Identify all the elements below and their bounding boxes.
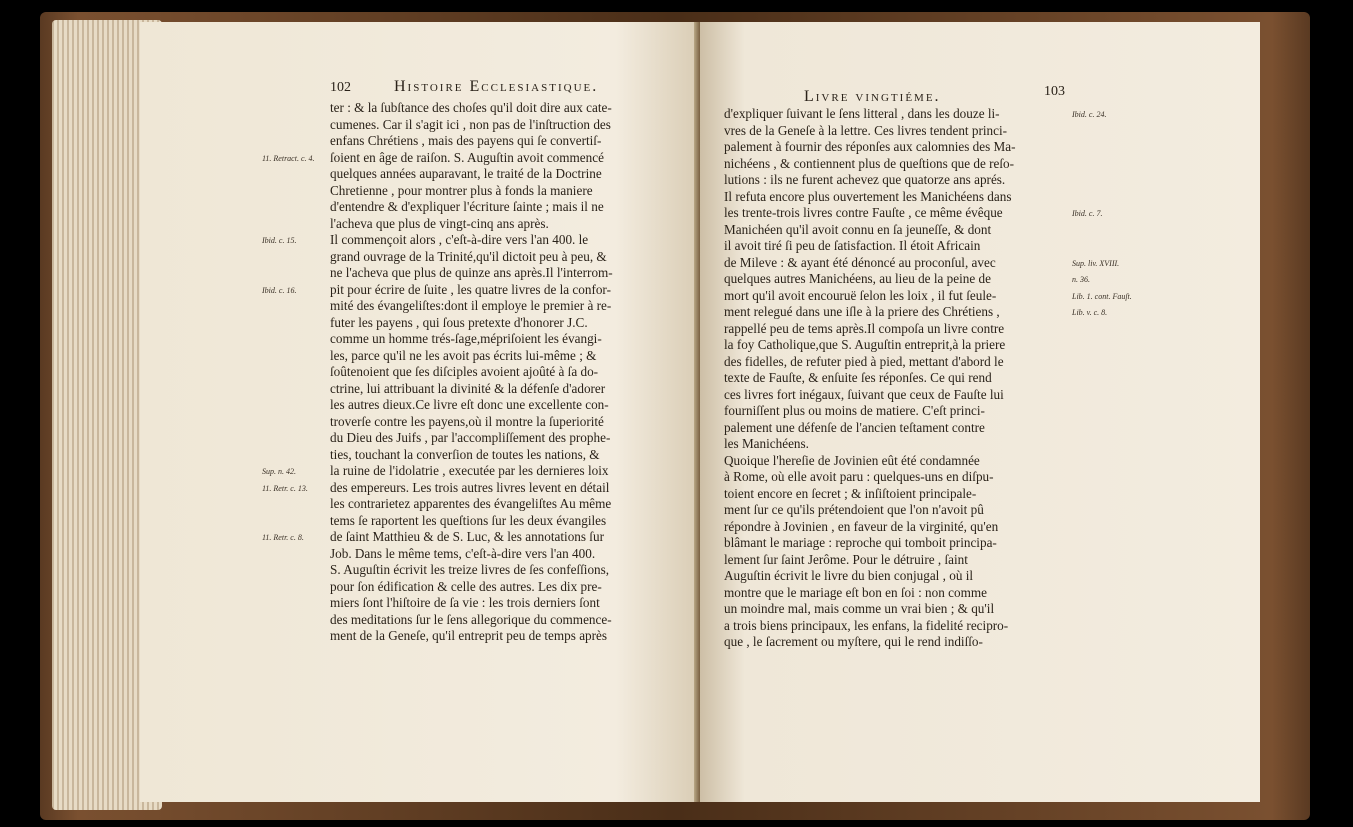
- text-line: ment relegué dans une iſle à la priere des Chrétiens ,: [724, 304, 1000, 319]
- margin-note: Ibid. c. 7.: [1072, 209, 1103, 218]
- left-page: [140, 22, 700, 802]
- text-line: les autres dieux.Ce livre eſt donc une excellente con-: [330, 397, 609, 412]
- text-line: montre que le mariage eſt bon en ſoi : non comme: [724, 584, 987, 600]
- text-line: Manichéen qu'il avoit connu en ſa jeuneſſe, & dont: [724, 221, 992, 237]
- text-line: Chretienne , pour montrer plus à fonds la maniere: [330, 182, 593, 198]
- text-line: les trente-trois livres contre Fauſte , ce même évêque: [724, 205, 1003, 220]
- left-page-number: 102: [330, 80, 351, 95]
- text-line: cumenes. Car il s'agit ici , non pas de l'inſtruction des: [330, 116, 611, 132]
- text-line: blâmant le mariage : reproche qui tomboit principa-: [724, 535, 997, 550]
- margin-note: 11. Retr. c. 8.: [262, 533, 304, 542]
- text-line: quelques autres Manichéens, au lieu de la peine de: [724, 271, 991, 286]
- text-line: palement une défenſe de l'ancien teſtament contre: [724, 419, 985, 435]
- text-line: de ſaint Matthieu & de S. Luc, & les annotations ſur: [330, 529, 604, 544]
- text-line: à Rome, où elle avoit paru : quelques-uns en diſpu-: [724, 469, 994, 484]
- text-line: ment ſur ce qu'ils prétendoient que l'on n'avoit pû: [724, 502, 984, 517]
- margin-note: Lib. 1. cont. Fauſt.: [1072, 291, 1132, 301]
- right-page: [700, 22, 1260, 802]
- text-line: ment de la Geneſe, qu'il entreprit peu de temps après: [330, 628, 608, 643]
- margin-note: Ibid. c. 16.: [262, 285, 297, 295]
- text-line: ces livres fort inégaux, ſuivant que ceux de Fauſte lui: [724, 386, 1004, 402]
- text-line: a trois biens principaux, les enfans, la fidelité recipro-: [724, 617, 1009, 633]
- text-line: enfans Chrétiens , mais des payens qui ſe convertiſ-: [330, 133, 602, 148]
- text-line: les contrarietez apparentes des évangeliſtes Au même: [330, 496, 612, 511]
- text-line: pour ſon édification & celle des autres. Les dix pre-: [330, 578, 602, 594]
- text-line: l'acheva que plus de vingt-cinq ans après.: [330, 215, 549, 231]
- text-line: ſoûtenoient que ſes diſciples avoient ajoûté à ſa do-: [330, 364, 599, 379]
- text-line: texte de Fauſte, & enſuite ſes réponſes. Ce qui rend: [724, 370, 992, 385]
- left-running-header: Histoire Ecclesiastique.: [394, 78, 599, 95]
- text-line: de Mileve : & ayant été dénoncé au proconſul, avec: [724, 254, 996, 270]
- text-line: ne l'acheva que plus de quinze ans après.Il l'interrom-: [330, 265, 613, 280]
- text-line: ter : & la ſubſtance des choſes qu'il doit dire aux cate-: [330, 100, 612, 115]
- text-line: lutions : ils ne furent achevez que quatorze ans aprés.: [724, 172, 1006, 187]
- text-line: mort qu'il avoit encouruë ſelon les loix , il fut ſeule-: [724, 287, 997, 303]
- text-line: du Dieu des Juifs , par l'accompliſſement des prophe-: [330, 430, 611, 445]
- text-line: d'entendre & d'expliquer l'écriture ſainte ; mais il ne: [330, 199, 604, 214]
- text-line: futer les payens , qui ſous pretexte d'honorer J.C.: [330, 314, 588, 330]
- text-line: ctrine, lui attribuant la divinité & la défenſe d'adorer: [330, 380, 606, 396]
- text-line: mité des évangeliſtes:dont il employe le premier à re-: [330, 298, 612, 313]
- text-line: Quoique l'hereſie de Jovinien eût été condamnée: [724, 452, 980, 468]
- right-body-text: [724, 106, 1070, 651]
- margin-note: Ibid. c. 15.: [262, 236, 297, 245]
- text-line: nichéens , & contiennent plus de queſtions que de reſo-: [724, 155, 1015, 171]
- text-line: miers ſont l'hiſtoire de ſa vie : les trois derniers ſont: [330, 595, 600, 610]
- text-line: répondre à Jovinien , en faveur de la virginité, qu'en: [724, 518, 999, 534]
- margin-note: Sup. liv. XVIII.: [1072, 258, 1120, 268]
- text-line: Il commençoit alors , c'eſt-à-dire vers l'an 400. le: [330, 232, 589, 247]
- margin-note: 11. Retract. c. 4.: [262, 153, 315, 163]
- text-line: palement à fournir des réponſes aux calomnies des Ma-: [724, 139, 1016, 154]
- text-line: Job. Dans le même tems, c'eſt-à-dire vers l'an 400.: [330, 545, 596, 561]
- text-line: ties, touchant la converſion de toutes les nations, &: [330, 446, 600, 462]
- text-line: tems ſe raportent les queſtions ſur les deux évangiles: [330, 512, 607, 528]
- text-line: fourniſſent plus ou moins de matiere. C'eſt princi-: [724, 403, 985, 418]
- text-line: comme un homme trés-ſage,mépriſoient les évangi-: [330, 331, 602, 346]
- right-running-header: Livre vingtiéme.: [804, 88, 941, 105]
- left-body-text: [330, 100, 682, 645]
- text-line: les, parce qu'il ne les avoit pas écrits lui-même ; &: [330, 347, 597, 363]
- text-line: d'expliquer ſuivant le ſens litteral , dans les douze li-: [724, 106, 1000, 121]
- text-line: un moindre mal, mais comme un vrai bien ; & qu'il: [724, 601, 995, 616]
- margin-note: 11. Retr. c. 13.: [262, 483, 308, 493]
- text-line: grand ouvrage de la Trinité,qu'il dictoit peu à peu, &: [330, 248, 607, 264]
- text-line: Auguſtin écrivit le livre du bien conjugal , où il: [724, 568, 974, 583]
- text-line: ſoient en âge de raiſon. S. Auguſtin avoit commencé: [330, 149, 604, 165]
- text-line: des meditations ſur le ſens allegorique du commence-: [330, 611, 612, 627]
- text-line: des fidelles, de refuter pied à pied, mettant d'abord le: [724, 353, 1004, 369]
- text-line: troverſe contre les payens,où il montre la ſuperiorité: [330, 413, 604, 429]
- margin-note: n. 36.: [1072, 275, 1090, 284]
- margin-note: Sup. n. 42.: [262, 467, 296, 476]
- text-line: pit pour écrire de ſuite , les quatre livres de la confor-: [330, 281, 611, 297]
- text-line: Il refuta encore plus ouvertement les Manichéens dans: [724, 188, 1012, 204]
- text-line: il avoit tiré ſi peu de ſatisfaction. Il étoit Africain: [724, 238, 981, 253]
- text-line: S. Auguſtin écrivit les treize livres de ſes confeſſions,: [330, 562, 610, 577]
- text-line: des empereurs. Les trois autres livres levent en détail: [330, 479, 610, 495]
- text-line: vres de la Geneſe à la lettre. Ces livres tendent princi-: [724, 122, 1008, 138]
- margin-note: Ibid. c. 24.: [1072, 110, 1107, 119]
- text-line: rappellé peu de tems après.Il compoſa un livre contre: [724, 320, 1005, 336]
- text-line: la ruine de l'idolatrie , executée par les dernieres loix: [330, 463, 609, 478]
- text-line: les Manichéens.: [724, 436, 809, 451]
- text-line: lement ſur ſaint Jerôme. Pour le détruire , ſaint: [724, 551, 968, 567]
- right-page-number: 103: [1044, 84, 1065, 99]
- text-line: la foy Catholique,que S. Auguſtin entreprit,à la priere: [724, 337, 1006, 352]
- text-line: quelques années auparavant, le traité de la Doctrine: [330, 166, 602, 181]
- text-line: toient encore en ſecret ; & inſiſtoient principale-: [724, 485, 977, 501]
- text-line: que , le ſacrement ou myſtere, qui le rend indiſſo-: [724, 634, 983, 649]
- margin-note: Lib. v. c. 8.: [1072, 308, 1108, 317]
